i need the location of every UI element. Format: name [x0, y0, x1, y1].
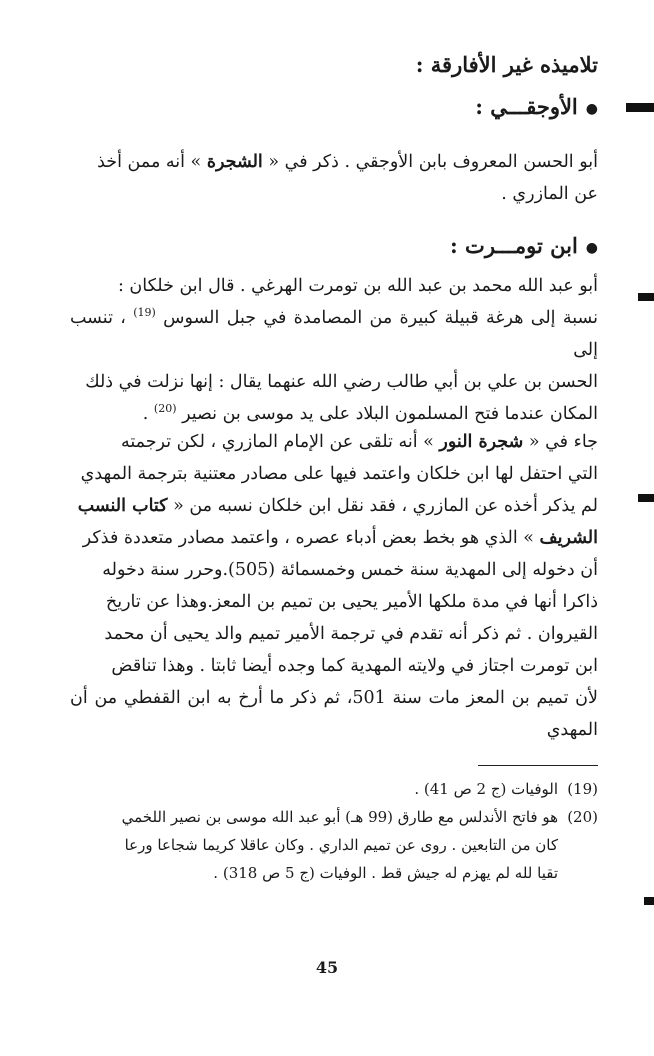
book-title: الشريف	[539, 528, 598, 548]
text-line: التي احتفل لها ابن خلكان واعتمد فيها على مصادر معتنية بترجمة المهدي	[80, 464, 598, 484]
text-run: أبو الحسن المعروف بابن الأوجقي . ذكر في «	[262, 152, 598, 172]
footnote-number: (19)	[567, 780, 598, 798]
entry-heading-text: ابن تومـــرت :	[449, 233, 578, 258]
footnote-text: هو فاتح الأندلس مع طارق (99 هـ) أبو عبد الله موسى بن نصير اللخمي	[121, 808, 558, 826]
page-number: 45	[315, 958, 339, 977]
footnote-text: تقيا لله لم يهزم له جيش قط . الوفيات (ج 5 ص 318) .	[213, 864, 558, 882]
scan-mark	[626, 103, 654, 112]
text-run: .	[142, 404, 154, 424]
scan-mark	[644, 897, 654, 905]
book-title: الشجرة	[206, 152, 263, 172]
body-paragraph	[70, 426, 598, 746]
book-title: كتاب النسب	[77, 496, 168, 516]
footnote-number: (20)	[567, 808, 598, 826]
text-line: القيروان . ثم ذكر أنه تقدم في ترجمة الأمير تميم والد يحيى أن محمد	[104, 624, 598, 644]
text-run: » أنه ممن أخذ	[97, 152, 207, 172]
scan-mark	[638, 494, 654, 502]
text-line: ذاكرا أنها في مدة ملكها الأمير يحيى بن تميم بن المعز.وهذا عن تاريخ	[105, 592, 598, 612]
footnote-ref: (19)	[133, 306, 156, 320]
text-run: ، تنسب إلى	[70, 308, 598, 360]
footnotes	[60, 775, 598, 887]
text-run: لم يذكر أخذه عن المازري ، فقد نقل ابن خلكان نسبه من «	[167, 496, 598, 516]
scan-mark	[638, 293, 654, 301]
footnote-ref: (20)	[153, 402, 177, 416]
footnote-20	[60, 803, 598, 831]
text-run: » أنه تلقى عن الإمام المازري ، لكن ترجمته	[120, 432, 440, 452]
text-run: نسبة إلى هرغة قبيلة كبيرة من المصامدة في جبل السوس	[155, 308, 598, 328]
text-line: عن المازري .	[501, 184, 598, 204]
footnote-text: الوفيات (ج 2 ص 41) .	[414, 780, 558, 798]
text-line: الحسن بن علي بن أبي طالب رضي الله عنهما يقال : إنها نزلت في ذلك	[85, 372, 598, 392]
footnote-19	[60, 775, 598, 803]
text-line: ابن تومرت اجتاز في ولايته المهدية كما وجده أيضا ثابتا . وهذا تناقض	[111, 656, 598, 676]
text-run: جاء في «	[523, 432, 598, 452]
book-title: شجرة النور	[439, 432, 524, 452]
bullet-icon: ●	[585, 100, 598, 117]
footnote-text: كان من التابعين . روى عن تميم الداري . وكان عاقلا كريما شجاعا ورعا	[124, 836, 558, 854]
entry-text-ujaqi	[70, 146, 598, 210]
entry-heading-tumart	[450, 231, 598, 263]
text-line: لأن تميم بن المعز مات سنة 501، ثم ذكر ما أرخ به ابن القفطي من أن المهدي	[70, 688, 599, 740]
text-line: أن دخوله إلى المهدية سنة خمس وخمسمائة (505).وحرر سنة دخوله	[102, 560, 598, 580]
entry-text-tumart	[70, 270, 598, 430]
text-line: أبو عبد الله محمد بن عبد الله بن تومرت الهرغي . قال ابن خلكان :	[117, 276, 598, 296]
entry-heading-ujaqi	[475, 92, 598, 124]
text-run: المكان عندما فتح المسلمون البلاد على يد موسى بن نصير	[176, 404, 598, 424]
text-run: » الذي هو بخط بعض أدباء عصره ، واعتمد مصادر متعددة فذكر	[82, 528, 540, 548]
entry-heading-text: الأوجقـــي :	[475, 94, 578, 119]
bullet-icon: ●	[585, 239, 598, 256]
footnote-divider	[478, 765, 598, 766]
section-title: تلاميذه غير الأفارقة :	[415, 52, 598, 77]
